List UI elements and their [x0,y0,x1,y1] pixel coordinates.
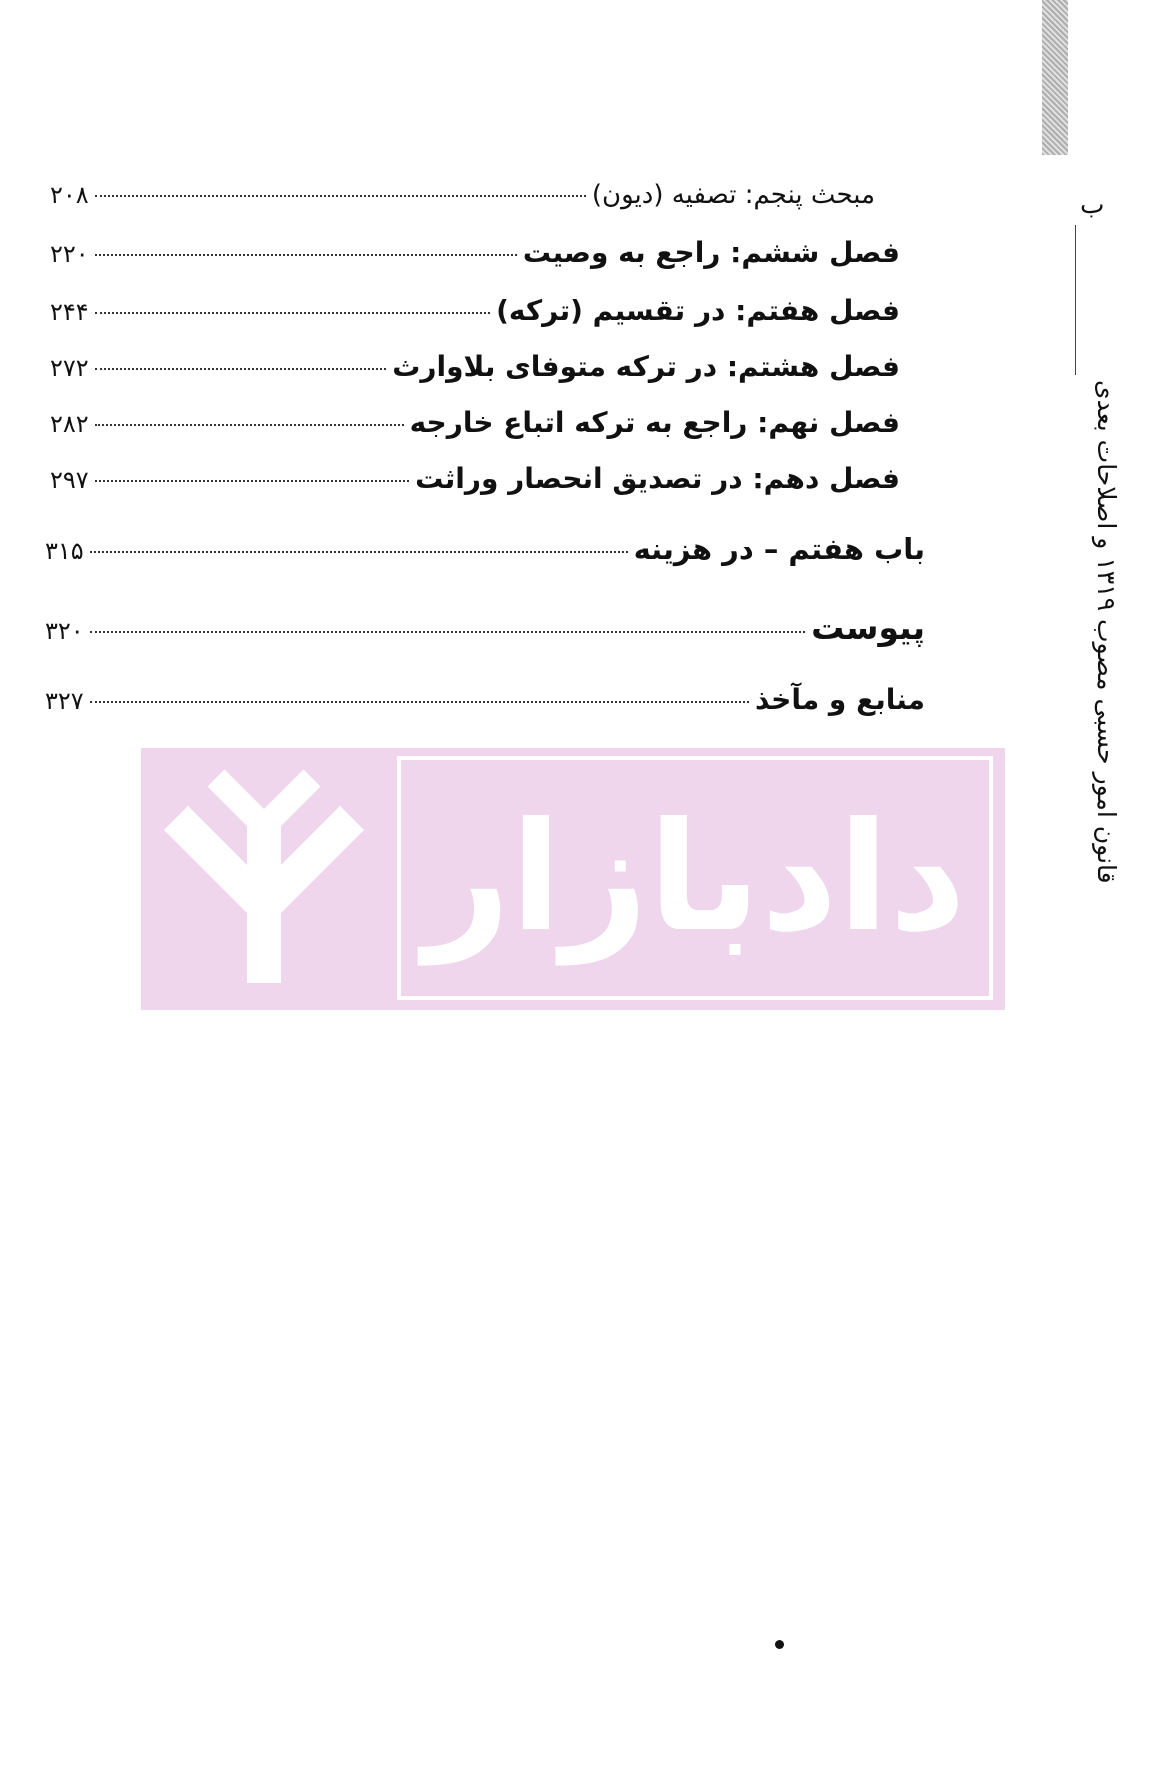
toc-entry-page: ۲۰۸ [50,181,89,209]
toc-entry[interactable] [45,532,925,582]
toc-leader-dots [90,701,749,703]
toc-entry-title: فصل نهم: راجع به ترکه اتباع خارجه [409,406,900,439]
toc-entry[interactable] [50,350,900,400]
toc-leader-dots [95,424,404,426]
toc-entry-page: ۳۱۵ [45,537,84,565]
toc-leader-dots [95,312,490,314]
toc-entry-page: ۳۲۷ [45,687,84,715]
toc-leader-dots [95,480,409,482]
watermark-text: دادبازار [423,791,967,965]
toc-leader-dots [95,368,387,370]
watermark-banner [141,748,1005,1010]
toc-entry-page: ۲۷۲ [50,354,89,382]
toc-leader-dots [90,551,628,553]
toc-entry-title: باب هفتم – در هزینه [633,532,925,566]
page-letter: ب [1080,190,1105,220]
page-dot-mark [775,1640,784,1649]
side-rule [1075,225,1076,375]
toc-entry-title: فصل هفتم: در تقسیم (ترکه) [496,294,900,327]
toc-entry[interactable] [50,294,900,344]
watermark-logo-icon [141,748,387,1010]
toc-entry[interactable] [50,462,900,512]
toc-entry[interactable] [50,406,900,456]
toc-entry[interactable] [50,236,900,286]
toc-entry-title: پیوست [811,608,925,647]
toc-leader-dots [95,254,517,256]
running-header-title: قانون امور حسبی مصوب ۱۳۱۹ و اصلاحات بعدی [1092,380,1121,884]
toc-entry[interactable] [45,608,925,658]
toc-entry-page: ۳۲۰ [45,617,84,645]
toc-leader-dots [95,195,586,197]
toc-entry-page: ۲۸۲ [50,410,89,438]
toc-entry-title: فصل ششم: راجع به وصیت [522,236,900,269]
toc-entry[interactable] [45,683,925,733]
toc-entry-title: منابع و مآخذ [754,683,925,716]
toc-entry-page: ۲۴۴ [50,298,89,326]
toc-entry-title: فصل دهم: در تصدیق انحصار وراثت [415,462,900,495]
toc-leader-dots [90,631,805,633]
toc-entry-title: فصل هشتم: در ترکه متوفای بلاوارث [392,350,900,383]
toc-entry-title: مبحث پنجم: تصفیه (دیون) [591,180,875,210]
watermark-text-frame [397,756,993,1000]
toc-entry[interactable] [50,180,875,230]
toc-entry-page: ۲۲۰ [50,240,89,268]
scan-edge-texture [1042,0,1068,155]
toc-entry-page: ۲۹۷ [50,466,89,494]
